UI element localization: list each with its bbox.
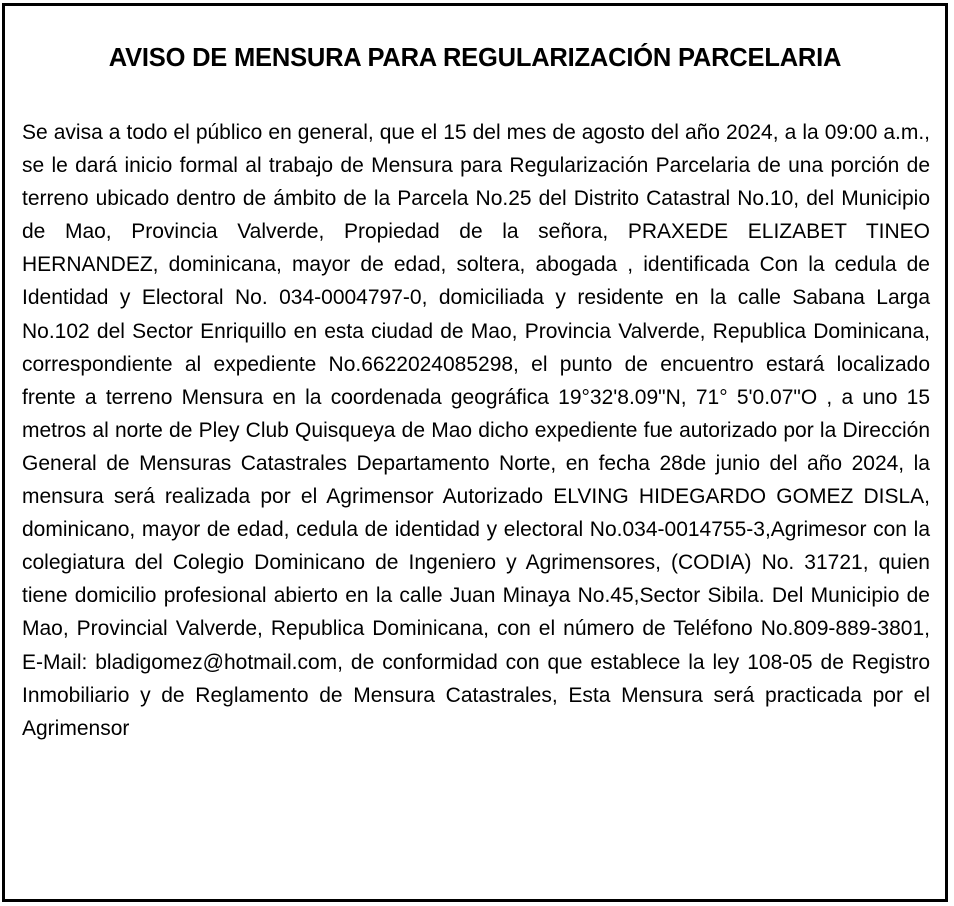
- notice-frame: [2, 3, 948, 902]
- notice-title: AVISO DE MENSURA PARA REGULARIZACIÓN PARCELARIA: [108, 44, 842, 72]
- notice-body: Se avisa a todo el público en general, que el 15 del mes de agosto del año 2024, a la 09:00 a.m., se le dará inicio formal al trabajo de Mensura para Regularización Parcelaria de una porción de terreno ubicado dentro de ámbito de la Parcela No.25 del Distrito Catastral No.10, del Municipio de Mao, Provincia Valverde, Propiedad de la señora, PRAXEDE ELIZABET TINEO HERNANDEZ, dominicana, mayor de edad, soltera, abogada , identificada Con la cedula de Identidad y Electoral No. 034-0004797-0, domiciliada y residente en la calle Sabana Larga No.102 del Sector Enriquillo en esta ciudad de Mao, Provincia Valverde, Republica Dominicana, correspondiente al expediente No.6622024085298, el punto de encuentro estará localizado frente a terreno Mensura en la coordenada geográfica 19°32'8.09"N, 71° 5'0.07"O , a uno 15 metros al norte de Pley Club Quisqueya de Mao dicho expediente fue autorizado por la Dirección General de Mensuras Catastrales Departamento Norte, en fecha 28de junio del año 2024, la mensura será realizada por el Agrimensor Autorizado ELVING HIDEGARDO GOMEZ DISLA, dominicano, mayor de edad, cedula de identidad y electoral No.034-0014755-3,Agrimesor con la colegiatura del Colegio Dominicano de Ingeniero y Agrimensores, (CODIA) No. 31721, quien tiene domicilio profesional abierto en la calle Juan Minaya No.45,Sector Sibila. Del Municipio de Mao, Provincial Valverde, Republica Dominicana, con el número de Teléfono No.809-889-3801, E-Mail: bladigomez@hotmail.com, de conformidad con que establece la ley 108-05 de Registro Inmobiliario y de Reglamento de Mensura Catastrales, Esta Mensura será practicada por el Agrimensor: [22, 121, 930, 740]
